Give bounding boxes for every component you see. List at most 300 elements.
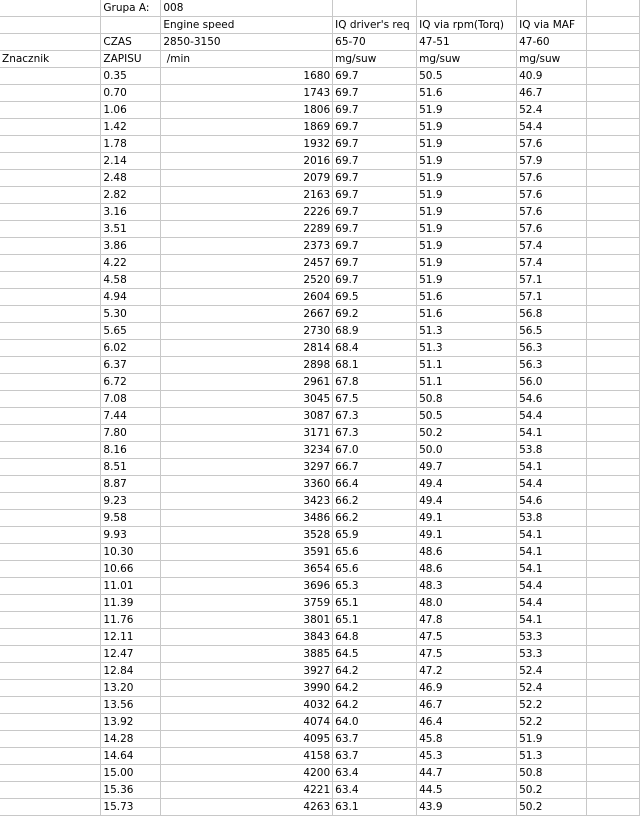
engine-speed-cell[interactable]: 3423 — [161, 493, 333, 510]
engine-speed-cell[interactable]: 2814 — [161, 340, 333, 357]
marker-cell[interactable] — [0, 782, 101, 799]
iq-req-cell[interactable]: 69.7 — [333, 272, 417, 289]
iq-maf-cell[interactable]: 50.2 — [517, 782, 587, 799]
iq-rpm-cell[interactable]: 48.0 — [417, 595, 517, 612]
iq-req-cell[interactable]: 64.0 — [333, 714, 417, 731]
iq-maf-cell[interactable]: 54.4 — [517, 476, 587, 493]
iq-req-cell[interactable]: 69.7 — [333, 102, 417, 119]
engine-speed-cell[interactable]: 3990 — [161, 680, 333, 697]
iq-req-cell[interactable]: 69.7 — [333, 204, 417, 221]
iq-maf-cell[interactable]: 53.8 — [517, 442, 587, 459]
marker-cell[interactable] — [0, 374, 101, 391]
iq-rpm-cell[interactable]: 51.3 — [417, 340, 517, 357]
iq-req-cell[interactable]: 65.1 — [333, 595, 417, 612]
cell-empty[interactable] — [587, 595, 640, 612]
time-cell[interactable]: 13.56 — [101, 697, 161, 714]
marker-cell[interactable] — [0, 442, 101, 459]
cell-empty[interactable] — [587, 697, 640, 714]
cell-empty[interactable] — [587, 799, 640, 816]
iq-rpm-cell[interactable]: 51.1 — [417, 357, 517, 374]
iq-req-cell[interactable]: 64.2 — [333, 680, 417, 697]
engine-speed-cell[interactable]: 2079 — [161, 170, 333, 187]
marker-cell[interactable] — [0, 323, 101, 340]
time-cell[interactable]: 10.30 — [101, 544, 161, 561]
iq-maf-cell[interactable]: 53.8 — [517, 510, 587, 527]
time-cell[interactable]: 14.64 — [101, 748, 161, 765]
range-iq-req-cell[interactable]: 65-70 — [333, 34, 417, 51]
zapisu-label-cell[interactable]: ZAPISU — [101, 51, 161, 68]
cell-empty[interactable] — [587, 187, 640, 204]
iq-maf-cell[interactable]: 57.6 — [517, 187, 587, 204]
iq-rpm-cell[interactable]: 51.9 — [417, 170, 517, 187]
engine-speed-cell[interactable]: 4221 — [161, 782, 333, 799]
cell-empty[interactable] — [587, 238, 640, 255]
iq-maf-cell[interactable]: 54.6 — [517, 493, 587, 510]
iq-maf-cell[interactable]: 56.3 — [517, 340, 587, 357]
cell-empty[interactable] — [587, 272, 640, 289]
engine-speed-cell[interactable]: 1743 — [161, 85, 333, 102]
time-cell[interactable]: 8.51 — [101, 459, 161, 476]
cell-empty[interactable] — [587, 544, 640, 561]
engine-speed-cell[interactable]: 2898 — [161, 357, 333, 374]
engine-speed-cell[interactable]: 3486 — [161, 510, 333, 527]
marker-cell[interactable] — [0, 204, 101, 221]
marker-cell[interactable] — [0, 187, 101, 204]
range-iq-maf-cell[interactable]: 47-60 — [517, 34, 587, 51]
iq-rpm-cell[interactable]: 51.9 — [417, 187, 517, 204]
grupa-value-cell[interactable]: 008 — [161, 0, 333, 17]
engine-speed-cell[interactable]: 4032 — [161, 697, 333, 714]
engine-speed-cell[interactable]: 4158 — [161, 748, 333, 765]
cell-empty[interactable] — [587, 765, 640, 782]
marker-cell[interactable] — [0, 170, 101, 187]
iq-rpm-cell[interactable]: 44.5 — [417, 782, 517, 799]
iq-rpm-cell[interactable]: 51.9 — [417, 102, 517, 119]
cell-empty[interactable] — [587, 68, 640, 85]
col-iq-maf-header[interactable]: IQ via MAF — [517, 17, 587, 34]
iq-rpm-cell[interactable]: 50.5 — [417, 68, 517, 85]
time-cell[interactable]: 12.11 — [101, 629, 161, 646]
time-cell[interactable]: 6.72 — [101, 374, 161, 391]
iq-rpm-cell[interactable]: 49.1 — [417, 527, 517, 544]
marker-cell[interactable] — [0, 595, 101, 612]
engine-speed-cell[interactable]: 2961 — [161, 374, 333, 391]
engine-speed-cell[interactable]: 2667 — [161, 306, 333, 323]
marker-cell[interactable] — [0, 306, 101, 323]
iq-req-cell[interactable]: 63.4 — [333, 765, 417, 782]
marker-cell[interactable] — [0, 85, 101, 102]
marker-cell[interactable] — [0, 629, 101, 646]
cell-empty[interactable] — [587, 629, 640, 646]
time-cell[interactable]: 5.65 — [101, 323, 161, 340]
marker-cell[interactable] — [0, 119, 101, 136]
marker-cell[interactable] — [0, 136, 101, 153]
engine-speed-cell[interactable]: 3360 — [161, 476, 333, 493]
cell-empty[interactable] — [587, 459, 640, 476]
cell-empty[interactable] — [587, 680, 640, 697]
cell-empty[interactable] — [517, 0, 587, 17]
marker-cell[interactable] — [0, 612, 101, 629]
marker-cell[interactable] — [0, 102, 101, 119]
iq-req-cell[interactable]: 63.7 — [333, 731, 417, 748]
cell-empty[interactable] — [587, 527, 640, 544]
iq-rpm-cell[interactable]: 45.8 — [417, 731, 517, 748]
marker-cell[interactable] — [0, 765, 101, 782]
iq-req-cell[interactable]: 67.0 — [333, 442, 417, 459]
grupa-label-cell[interactable]: Grupa A: — [101, 0, 161, 17]
time-cell[interactable]: 3.16 — [101, 204, 161, 221]
iq-req-cell[interactable]: 69.7 — [333, 221, 417, 238]
iq-maf-cell[interactable]: 50.2 — [517, 799, 587, 816]
marker-cell[interactable] — [0, 663, 101, 680]
cell-empty[interactable] — [587, 0, 640, 17]
iq-maf-cell[interactable]: 56.8 — [517, 306, 587, 323]
time-cell[interactable]: 2.14 — [101, 153, 161, 170]
marker-cell[interactable] — [0, 799, 101, 816]
time-cell[interactable]: 15.73 — [101, 799, 161, 816]
marker-cell[interactable] — [0, 357, 101, 374]
iq-req-cell[interactable]: 69.7 — [333, 238, 417, 255]
cell-empty[interactable] — [587, 442, 640, 459]
time-cell[interactable]: 1.78 — [101, 136, 161, 153]
cell-empty[interactable] — [0, 0, 101, 17]
iq-req-cell[interactable]: 65.9 — [333, 527, 417, 544]
iq-rpm-cell[interactable]: 49.1 — [417, 510, 517, 527]
time-cell[interactable]: 11.01 — [101, 578, 161, 595]
iq-rpm-cell[interactable]: 47.5 — [417, 646, 517, 663]
marker-cell[interactable] — [0, 527, 101, 544]
iq-req-cell[interactable]: 68.9 — [333, 323, 417, 340]
znacznik-label-cell[interactable]: Znacznik — [0, 51, 101, 68]
cell-empty[interactable] — [587, 323, 640, 340]
marker-cell[interactable] — [0, 340, 101, 357]
iq-req-cell[interactable]: 63.1 — [333, 799, 417, 816]
iq-maf-cell[interactable]: 54.1 — [517, 459, 587, 476]
iq-rpm-cell[interactable]: 44.7 — [417, 765, 517, 782]
iq-req-cell[interactable]: 65.6 — [333, 544, 417, 561]
marker-cell[interactable] — [0, 289, 101, 306]
marker-cell[interactable] — [0, 153, 101, 170]
iq-rpm-cell[interactable]: 51.3 — [417, 323, 517, 340]
iq-maf-cell[interactable]: 54.4 — [517, 408, 587, 425]
iq-req-cell[interactable]: 67.5 — [333, 391, 417, 408]
unit-iq-req-cell[interactable]: mg/suw — [333, 51, 417, 68]
engine-speed-cell[interactable]: 4074 — [161, 714, 333, 731]
czas-label-cell[interactable]: CZAS — [101, 34, 161, 51]
iq-rpm-cell[interactable]: 51.9 — [417, 136, 517, 153]
marker-cell[interactable] — [0, 510, 101, 527]
iq-rpm-cell[interactable]: 47.2 — [417, 663, 517, 680]
unit-iq-maf-cell[interactable]: mg/suw — [517, 51, 587, 68]
marker-cell[interactable] — [0, 68, 101, 85]
engine-speed-cell[interactable]: 2163 — [161, 187, 333, 204]
iq-rpm-cell[interactable]: 50.2 — [417, 425, 517, 442]
engine-speed-cell[interactable]: 2226 — [161, 204, 333, 221]
iq-maf-cell[interactable]: 54.4 — [517, 119, 587, 136]
iq-rpm-cell[interactable]: 48.6 — [417, 561, 517, 578]
cell-empty[interactable] — [587, 561, 640, 578]
iq-req-cell[interactable]: 64.2 — [333, 697, 417, 714]
engine-speed-cell[interactable]: 2457 — [161, 255, 333, 272]
time-cell[interactable]: 4.22 — [101, 255, 161, 272]
time-cell[interactable]: 12.84 — [101, 663, 161, 680]
cell-empty[interactable] — [587, 612, 640, 629]
iq-maf-cell[interactable]: 54.1 — [517, 425, 587, 442]
iq-maf-cell[interactable]: 57.4 — [517, 238, 587, 255]
iq-maf-cell[interactable]: 46.7 — [517, 85, 587, 102]
engine-speed-cell[interactable]: 4095 — [161, 731, 333, 748]
engine-speed-cell[interactable]: 1680 — [161, 68, 333, 85]
time-cell[interactable]: 13.20 — [101, 680, 161, 697]
cell-empty[interactable] — [587, 289, 640, 306]
iq-req-cell[interactable]: 69.7 — [333, 255, 417, 272]
time-cell[interactable]: 9.23 — [101, 493, 161, 510]
iq-maf-cell[interactable]: 54.1 — [517, 561, 587, 578]
iq-maf-cell[interactable]: 56.0 — [517, 374, 587, 391]
marker-cell[interactable] — [0, 425, 101, 442]
iq-maf-cell[interactable]: 52.4 — [517, 102, 587, 119]
iq-maf-cell[interactable]: 54.1 — [517, 612, 587, 629]
unit-iq-rpm-cell[interactable]: mg/suw — [417, 51, 517, 68]
iq-rpm-cell[interactable]: 45.3 — [417, 748, 517, 765]
iq-maf-cell[interactable]: 52.2 — [517, 697, 587, 714]
iq-req-cell[interactable]: 63.7 — [333, 748, 417, 765]
iq-req-cell[interactable]: 65.6 — [333, 561, 417, 578]
iq-maf-cell[interactable]: 40.9 — [517, 68, 587, 85]
time-cell[interactable]: 11.39 — [101, 595, 161, 612]
marker-cell[interactable] — [0, 408, 101, 425]
col-engine-header[interactable]: Engine speed — [161, 17, 333, 34]
cell-empty[interactable] — [587, 153, 640, 170]
iq-req-cell[interactable]: 65.3 — [333, 578, 417, 595]
time-cell[interactable]: 12.47 — [101, 646, 161, 663]
time-cell[interactable]: 7.44 — [101, 408, 161, 425]
iq-req-cell[interactable]: 69.7 — [333, 119, 417, 136]
engine-speed-cell[interactable]: 3843 — [161, 629, 333, 646]
time-cell[interactable]: 7.80 — [101, 425, 161, 442]
time-cell[interactable]: 14.28 — [101, 731, 161, 748]
time-cell[interactable]: 2.82 — [101, 187, 161, 204]
engine-speed-cell[interactable]: 3528 — [161, 527, 333, 544]
iq-rpm-cell[interactable]: 48.3 — [417, 578, 517, 595]
cell-empty[interactable] — [587, 306, 640, 323]
iq-maf-cell[interactable]: 57.1 — [517, 289, 587, 306]
cell-empty[interactable] — [587, 646, 640, 663]
engine-speed-cell[interactable]: 3045 — [161, 391, 333, 408]
iq-maf-cell[interactable]: 51.3 — [517, 748, 587, 765]
iq-maf-cell[interactable]: 57.1 — [517, 272, 587, 289]
iq-req-cell[interactable]: 69.7 — [333, 187, 417, 204]
iq-rpm-cell[interactable]: 48.6 — [417, 544, 517, 561]
iq-req-cell[interactable]: 64.2 — [333, 663, 417, 680]
cell-empty[interactable] — [587, 408, 640, 425]
marker-cell[interactable] — [0, 272, 101, 289]
engine-speed-cell[interactable]: 4200 — [161, 765, 333, 782]
cell-empty[interactable] — [587, 748, 640, 765]
iq-rpm-cell[interactable]: 49.4 — [417, 493, 517, 510]
col-iq-rpm-header[interactable]: IQ via rpm(Torq) — [417, 17, 517, 34]
iq-rpm-cell[interactable]: 51.9 — [417, 119, 517, 136]
marker-cell[interactable] — [0, 561, 101, 578]
iq-req-cell[interactable]: 69.7 — [333, 170, 417, 187]
iq-maf-cell[interactable]: 57.6 — [517, 170, 587, 187]
time-cell[interactable]: 3.86 — [101, 238, 161, 255]
time-cell[interactable]: 8.87 — [101, 476, 161, 493]
engine-speed-cell[interactable]: 3591 — [161, 544, 333, 561]
cell-empty[interactable] — [587, 663, 640, 680]
iq-maf-cell[interactable]: 52.2 — [517, 714, 587, 731]
cell-empty[interactable] — [587, 391, 640, 408]
time-cell[interactable]: 15.00 — [101, 765, 161, 782]
cell-empty[interactable] — [587, 221, 640, 238]
iq-rpm-cell[interactable]: 51.9 — [417, 238, 517, 255]
marker-cell[interactable] — [0, 646, 101, 663]
time-cell[interactable]: 0.70 — [101, 85, 161, 102]
iq-rpm-cell[interactable]: 50.5 — [417, 408, 517, 425]
iq-maf-cell[interactable]: 51.9 — [517, 731, 587, 748]
iq-req-cell[interactable]: 64.8 — [333, 629, 417, 646]
engine-speed-cell[interactable]: 2373 — [161, 238, 333, 255]
engine-speed-cell[interactable]: 3234 — [161, 442, 333, 459]
cell-empty[interactable] — [587, 34, 640, 51]
cell-empty[interactable] — [587, 731, 640, 748]
iq-req-cell[interactable]: 66.7 — [333, 459, 417, 476]
engine-speed-cell[interactable]: 2016 — [161, 153, 333, 170]
iq-maf-cell[interactable]: 57.6 — [517, 221, 587, 238]
iq-rpm-cell[interactable]: 51.9 — [417, 272, 517, 289]
time-cell[interactable]: 13.92 — [101, 714, 161, 731]
iq-req-cell[interactable]: 66.2 — [333, 493, 417, 510]
marker-cell[interactable] — [0, 221, 101, 238]
iq-maf-cell[interactable]: 54.4 — [517, 595, 587, 612]
time-cell[interactable]: 2.48 — [101, 170, 161, 187]
iq-req-cell[interactable]: 69.5 — [333, 289, 417, 306]
time-cell[interactable]: 4.94 — [101, 289, 161, 306]
iq-req-cell[interactable]: 65.1 — [333, 612, 417, 629]
iq-rpm-cell[interactable]: 51.6 — [417, 85, 517, 102]
cell-empty[interactable] — [587, 85, 640, 102]
iq-req-cell[interactable]: 69.7 — [333, 85, 417, 102]
engine-speed-cell[interactable]: 3801 — [161, 612, 333, 629]
iq-req-cell[interactable]: 69.7 — [333, 68, 417, 85]
engine-speed-cell[interactable]: 2730 — [161, 323, 333, 340]
cell-empty[interactable] — [587, 493, 640, 510]
time-cell[interactable]: 11.76 — [101, 612, 161, 629]
iq-rpm-cell[interactable]: 46.9 — [417, 680, 517, 697]
time-cell[interactable]: 6.02 — [101, 340, 161, 357]
engine-speed-cell[interactable]: 2604 — [161, 289, 333, 306]
marker-cell[interactable] — [0, 544, 101, 561]
engine-speed-cell[interactable]: 3171 — [161, 425, 333, 442]
iq-maf-cell[interactable]: 57.6 — [517, 136, 587, 153]
marker-cell[interactable] — [0, 578, 101, 595]
iq-rpm-cell[interactable]: 47.5 — [417, 629, 517, 646]
range-iq-rpm-cell[interactable]: 47-51 — [417, 34, 517, 51]
iq-maf-cell[interactable]: 50.8 — [517, 765, 587, 782]
time-cell[interactable]: 8.16 — [101, 442, 161, 459]
time-cell[interactable]: 15.36 — [101, 782, 161, 799]
iq-rpm-cell[interactable]: 49.4 — [417, 476, 517, 493]
cell-empty[interactable] — [587, 374, 640, 391]
engine-speed-cell[interactable]: 1869 — [161, 119, 333, 136]
engine-speed-cell[interactable]: 3087 — [161, 408, 333, 425]
iq-maf-cell[interactable]: 56.5 — [517, 323, 587, 340]
iq-req-cell[interactable]: 68.1 — [333, 357, 417, 374]
engine-speed-cell[interactable]: 2289 — [161, 221, 333, 238]
iq-req-cell[interactable]: 63.4 — [333, 782, 417, 799]
iq-req-cell[interactable]: 67.8 — [333, 374, 417, 391]
cell-empty[interactable] — [587, 510, 640, 527]
cell-empty[interactable] — [587, 51, 640, 68]
iq-req-cell[interactable]: 66.4 — [333, 476, 417, 493]
cell-empty[interactable] — [587, 425, 640, 442]
engine-speed-cell[interactable]: 3654 — [161, 561, 333, 578]
unit-engine-cell[interactable]: /min — [161, 51, 333, 68]
iq-rpm-cell[interactable]: 51.6 — [417, 289, 517, 306]
marker-cell[interactable] — [0, 714, 101, 731]
iq-rpm-cell[interactable]: 47.8 — [417, 612, 517, 629]
iq-rpm-cell[interactable]: 51.6 — [417, 306, 517, 323]
engine-speed-cell[interactable]: 3885 — [161, 646, 333, 663]
engine-speed-cell[interactable]: 2520 — [161, 272, 333, 289]
iq-rpm-cell[interactable]: 51.1 — [417, 374, 517, 391]
cell-empty[interactable] — [587, 476, 640, 493]
cell-empty[interactable] — [587, 255, 640, 272]
time-cell[interactable]: 9.93 — [101, 527, 161, 544]
time-cell[interactable]: 3.51 — [101, 221, 161, 238]
cell-empty[interactable] — [417, 0, 517, 17]
cell-empty[interactable] — [587, 204, 640, 221]
marker-cell[interactable] — [0, 697, 101, 714]
col-iq-req-header[interactable]: IQ driver's req — [333, 17, 417, 34]
iq-rpm-cell[interactable]: 46.7 — [417, 697, 517, 714]
marker-cell[interactable] — [0, 476, 101, 493]
time-cell[interactable]: 1.42 — [101, 119, 161, 136]
range-engine-cell[interactable]: 2850-3150 — [161, 34, 333, 51]
iq-maf-cell[interactable]: 54.4 — [517, 578, 587, 595]
marker-cell[interactable] — [0, 238, 101, 255]
marker-cell[interactable] — [0, 493, 101, 510]
engine-speed-cell[interactable]: 3696 — [161, 578, 333, 595]
iq-req-cell[interactable]: 68.4 — [333, 340, 417, 357]
time-cell[interactable]: 9.58 — [101, 510, 161, 527]
iq-rpm-cell[interactable]: 49.7 — [417, 459, 517, 476]
cell-empty[interactable] — [101, 17, 161, 34]
cell-empty[interactable] — [587, 170, 640, 187]
iq-maf-cell[interactable]: 57.9 — [517, 153, 587, 170]
iq-req-cell[interactable]: 64.5 — [333, 646, 417, 663]
iq-rpm-cell[interactable]: 50.8 — [417, 391, 517, 408]
time-cell[interactable]: 4.58 — [101, 272, 161, 289]
cell-empty[interactable] — [587, 119, 640, 136]
engine-speed-cell[interactable]: 1806 — [161, 102, 333, 119]
iq-req-cell[interactable]: 69.2 — [333, 306, 417, 323]
iq-rpm-cell[interactable]: 51.9 — [417, 221, 517, 238]
engine-speed-cell[interactable]: 1932 — [161, 136, 333, 153]
time-cell[interactable]: 1.06 — [101, 102, 161, 119]
cell-empty[interactable] — [0, 34, 101, 51]
iq-maf-cell[interactable]: 56.3 — [517, 357, 587, 374]
time-cell[interactable]: 0.35 — [101, 68, 161, 85]
iq-maf-cell[interactable]: 53.3 — [517, 646, 587, 663]
cell-empty[interactable] — [587, 357, 640, 374]
cell-empty[interactable] — [587, 782, 640, 799]
marker-cell[interactable] — [0, 255, 101, 272]
iq-req-cell[interactable]: 69.7 — [333, 136, 417, 153]
marker-cell[interactable] — [0, 748, 101, 765]
time-cell[interactable]: 10.66 — [101, 561, 161, 578]
iq-maf-cell[interactable]: 57.6 — [517, 204, 587, 221]
